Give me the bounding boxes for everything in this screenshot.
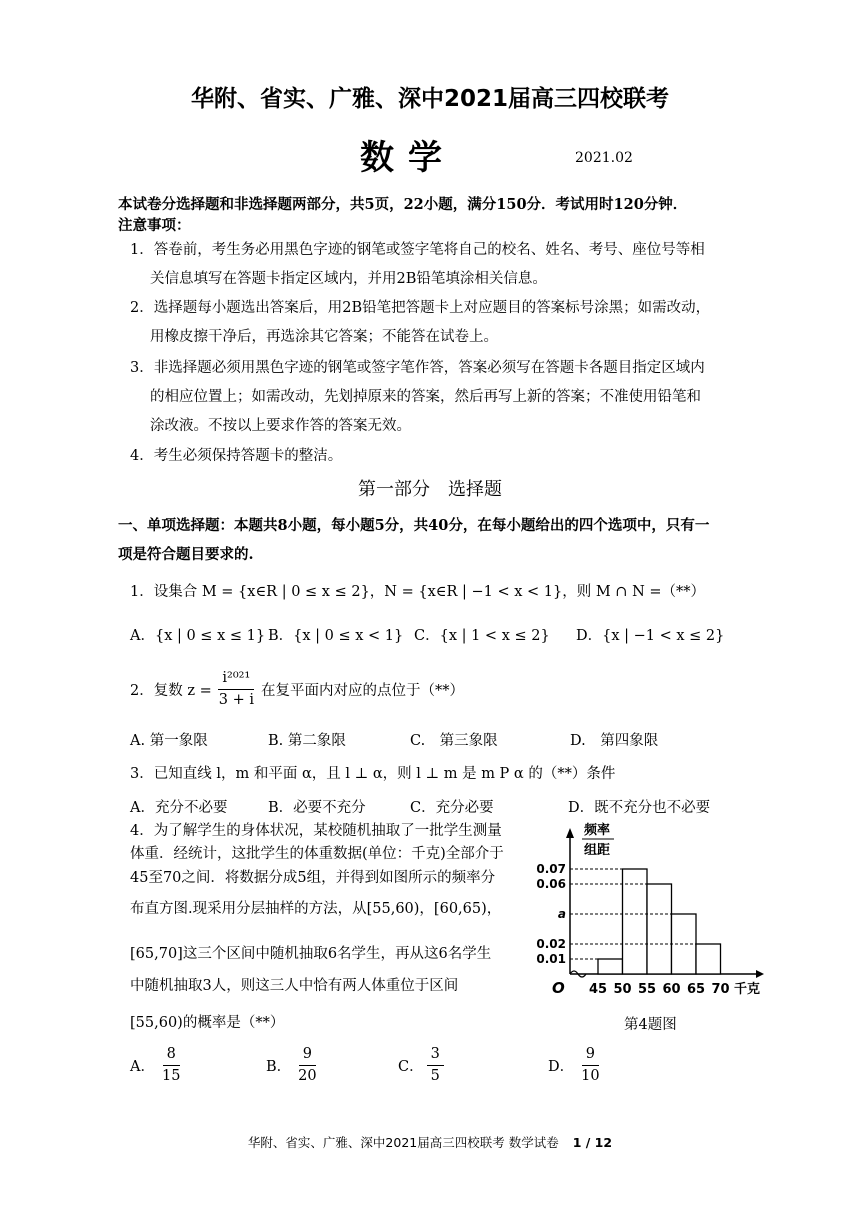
q4-option-den: 15 (161, 1067, 181, 1084)
histogram-bar (696, 944, 721, 974)
q2-option-c: C. 第三象限 (410, 733, 498, 749)
q1-option-b: B．{x | 0 ≤ x < 1} (268, 628, 404, 644)
q4-option-num: 3 (427, 1046, 444, 1066)
q2-option-d: D. 第四象限 (570, 733, 659, 749)
notes-label: 注意事项： (118, 217, 191, 234)
y-tick-label: 0.02 (536, 937, 566, 951)
y-tick-label: 0.07 (536, 862, 566, 876)
note-line: 3．非选择题必须用黑色字迹的钢笔或签字笔作答，答案必须写在答题卡各题目指定区域内 (130, 360, 705, 376)
q4-line: 45至70之间．将数据分成5组，并得到如图所示的频率分 (130, 870, 496, 886)
q3-option-c: C．充分必要 (410, 800, 494, 816)
y-tick-label: 0.01 (536, 952, 566, 966)
q4-option-den: 10 (581, 1067, 600, 1084)
q4-line: 4．为了解学生的身体状况，某校随机抽取了一批学生测量 (130, 823, 502, 839)
q4-option-label: D． (548, 1058, 575, 1075)
note-line: 2．选择题每小题选出答案后，用2B铅笔把答题卡上对应题目的答案标号涂黑；如需改动， (130, 300, 711, 316)
histogram-bar (598, 959, 623, 974)
y-tick-label: a (557, 907, 566, 921)
note-line: 1．答卷前，考生务必用黑色字迹的钢笔或签字笔将自己的校名、姓名、考号、座位号等相 (130, 242, 705, 258)
q2-prefix: 2．复数 z = (130, 682, 212, 699)
y-axis-label-top: 频率 (584, 823, 611, 838)
q2-option-a: A. 第一象限 (130, 733, 208, 749)
x-axis-arrow (756, 970, 764, 978)
q4-option-label: A． (130, 1058, 155, 1075)
y-axis-arrow (566, 828, 574, 838)
q2-suffix: 在复平面内对应的点位于（**） (260, 682, 464, 699)
q4-option-a (130, 1046, 187, 1084)
q4-option-den: 5 (430, 1067, 440, 1084)
q4-option-b (266, 1046, 324, 1084)
frequency-histogram (528, 822, 768, 1006)
section-instruction: 一、单项选择题：本题共8小题，每小题5分，共40分，在每小题给出的四个选项中，只有一 (118, 517, 710, 534)
q4-option-den: 20 (298, 1067, 317, 1084)
note-line: 用橡皮擦干净后，再选涂其它答案；不能答在试卷上。 (150, 329, 498, 345)
x-tick-label: 50 (613, 982, 632, 997)
histogram-svg (528, 822, 768, 1002)
q2-denominator: 3 + i (218, 691, 254, 708)
q4-option-num: 8 (163, 1046, 180, 1066)
figure-caption: 第4题图 (624, 1017, 677, 1033)
x-tick-label: 60 (662, 982, 681, 997)
q2-fraction (215, 670, 258, 708)
q4-option-label: C． (398, 1058, 424, 1075)
q4-option-num: 9 (299, 1046, 316, 1066)
q2-numerator: i²⁰²¹ (218, 670, 254, 690)
q4-line: [65,70]这三个区间中随机抽取6名学生，再从这6名学生 (130, 946, 492, 962)
footer-text: 华附、省实、广雅、深中2021届高三四校联考 数学试卷 (247, 1135, 559, 1150)
note-line: 涂改液。不按以上要求作答的答案无效。 (150, 418, 411, 434)
exam-summary: 本试卷分选择题和非选择题两部分，共5页，22小题，满分150分．考试用时120分钟． (118, 196, 688, 213)
question-3-text: 3．已知直线 l，m 和平面 α，且 l ⊥ α，则 l ⊥ m 是 m P α 的（**）条件 (130, 766, 616, 782)
exam-title: 华附、省实、广雅、深中2021届高三四校联考 (190, 86, 669, 112)
question-2 (130, 670, 464, 708)
q4-option-num: 9 (582, 1046, 599, 1066)
note-line: 4．考生必须保持答题卡的整洁。 (130, 448, 343, 464)
q1-option-d: D．{x | −1 < x ≤ 2} (576, 628, 725, 644)
q3-option-d: D．既不充分也不必要 (568, 800, 711, 816)
x-tick-label: 55 (637, 982, 657, 997)
q2-option-b: B. 第二象限 (268, 733, 346, 749)
q4-option-c (398, 1046, 447, 1084)
q3-option-a: A．充分不必要 (130, 800, 228, 816)
note-line: 的相应位置上；如需改动，先划掉原来的答案，然后再写上新的答案；不准使用铅笔和 (150, 389, 701, 405)
y-axis-label-bottom: 组距 (584, 843, 611, 858)
histogram-bar (623, 869, 648, 974)
x-tick-label: 65 (686, 982, 706, 997)
y-tick-label: 0.06 (536, 877, 566, 891)
q4-option-label: B． (266, 1058, 292, 1075)
x-axis-label: 千克 (734, 982, 761, 997)
q4-line: 中随机抽取3人，则这三人中恰有两人体重位于区间 (130, 978, 459, 994)
x-tick-label: 70 (711, 982, 730, 997)
x-tick-label: 45 (588, 982, 608, 997)
section-instruction: 项是符合题目要求的. (118, 546, 254, 563)
q1-option-a: A．{x | 0 ≤ x ≤ 1} (130, 628, 266, 644)
q4-line: 体重．经统计，这批学生的体重数据(单位：千克)全部介于 (130, 846, 504, 862)
section-title: 第一部分 选择题 (358, 479, 502, 500)
page-footer (0, 1133, 860, 1151)
page-number: 1 / 12 (572, 1135, 613, 1150)
exam-date: 2021.02 (575, 150, 633, 166)
note-line: 关信息填写在答题卡指定区域内，并用2B铅笔填涂相关信息。 (150, 271, 547, 287)
histogram-bar (647, 884, 672, 974)
q4-line: [55,60)的概率是（**） (130, 1015, 285, 1031)
q1-option-c: C．{x | 1 < x ≤ 2} (414, 628, 550, 644)
question-1-text: 1．设集合 M = {x∈R | 0 ≤ x ≤ 2}，N = {x∈R | −1 < x < 1}，则 M ∩ N =（**） (130, 584, 706, 600)
subject-title: 数学 (360, 138, 456, 178)
q4-option-d (548, 1046, 607, 1084)
origin-label: O (552, 979, 565, 997)
q4-line: 布直方图.现采用分层抽样的方法，从[55,60)，[60,65)， (130, 901, 502, 917)
q3-option-b: B．必要不充分 (268, 800, 366, 816)
